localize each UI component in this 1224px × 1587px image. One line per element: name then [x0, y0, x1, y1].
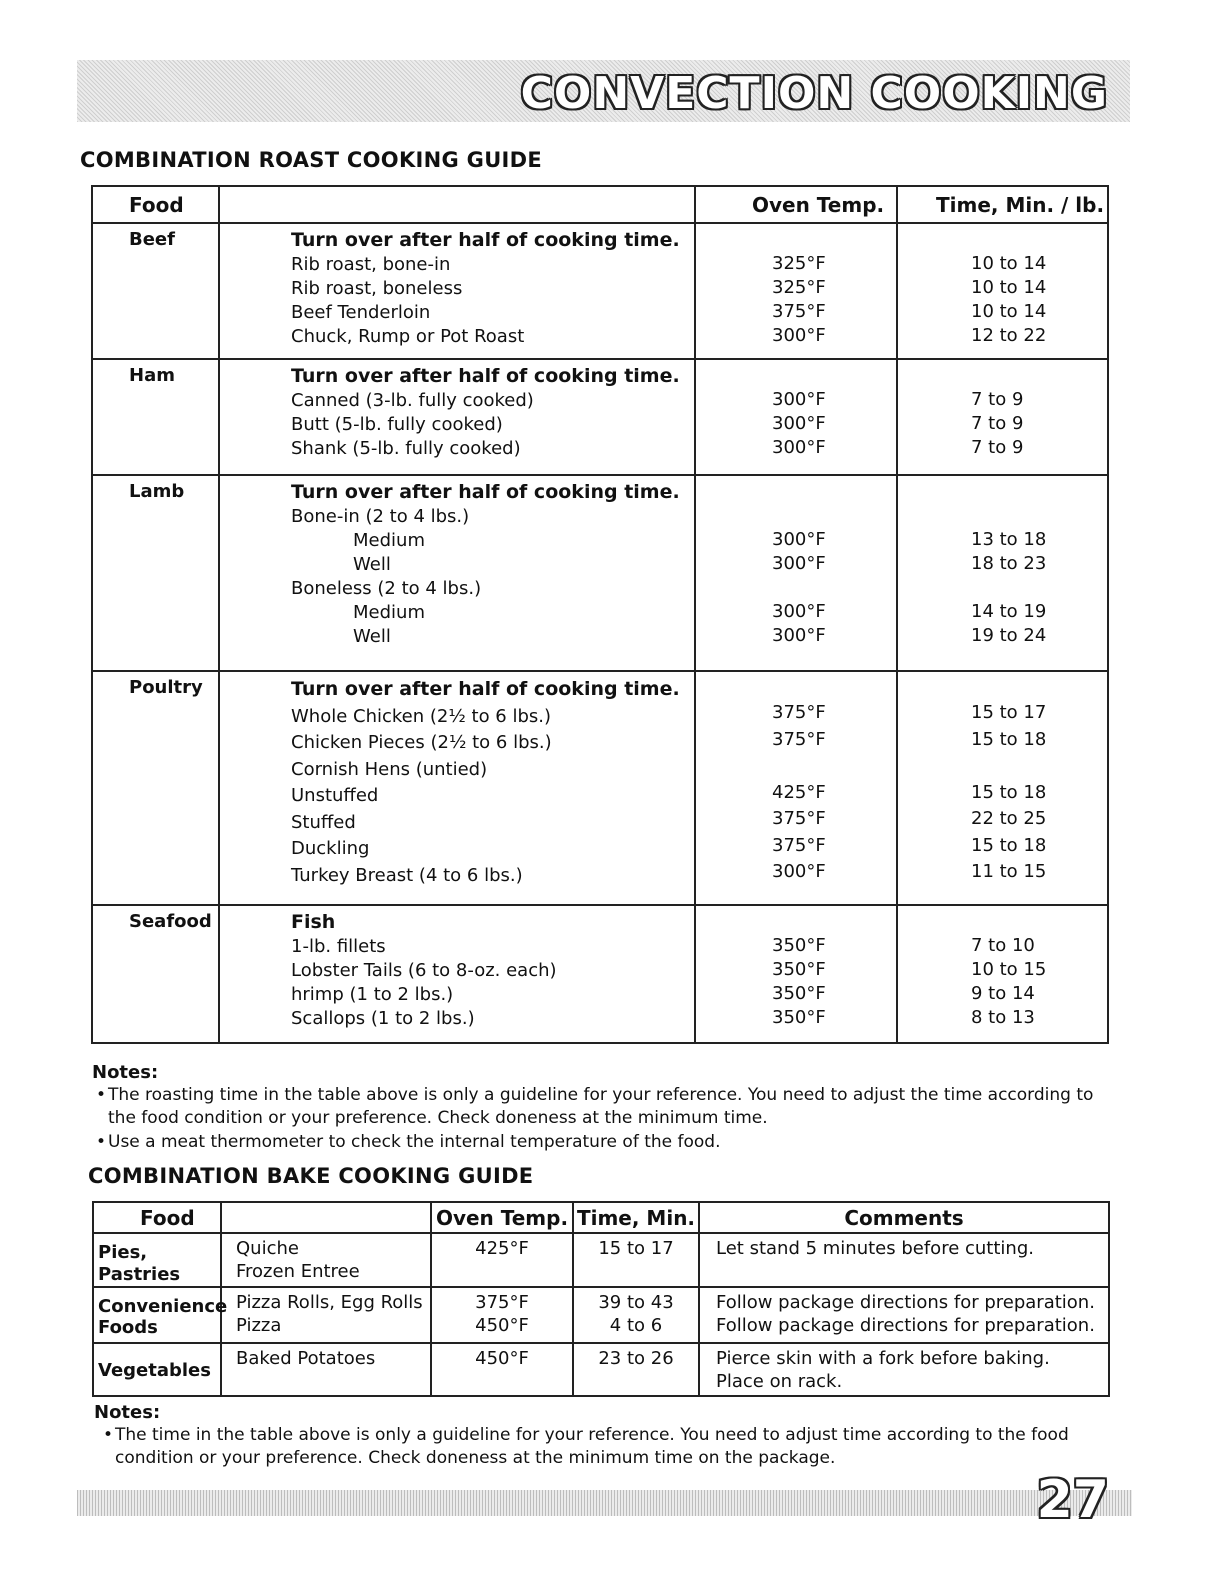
time-text: 12 to 22 [971, 325, 1047, 346]
footer-bar [77, 1490, 1132, 1516]
temp-text: 350°F [772, 983, 826, 1004]
item-text: Whole Chicken (2½ to 6 lbs.) [291, 705, 552, 727]
item-text: Pizza Rolls, Egg Rolls [236, 1292, 423, 1313]
temp-cell [695, 223, 897, 359]
bake-header-row [93, 1202, 1109, 1233]
item-text: Turkey Breast (4 to 6 lbs.) [291, 864, 523, 886]
header-banner [77, 60, 1130, 122]
item-cell [219, 359, 695, 475]
temp-text: 350°F [772, 1007, 826, 1028]
item-text: Pizza [236, 1315, 282, 1336]
item-text: Bone-in (2 to 4 lbs.) [291, 506, 470, 527]
bake-header-comments: Comments [699, 1202, 1109, 1233]
item-cell [221, 1287, 431, 1343]
roast-header-time: Time, Min. / lb. [897, 186, 1108, 223]
item-text: Medium [353, 602, 425, 623]
time-text: 22 to 25 [971, 808, 1047, 829]
time-cell [573, 1343, 699, 1396]
time-text: 10 to 14 [971, 253, 1047, 274]
roast-header-row [92, 186, 1108, 223]
temp-text [772, 753, 896, 780]
temp-text [772, 504, 896, 528]
item-cell [219, 475, 695, 671]
bake-group-convenience [93, 1287, 1109, 1343]
item-text: Frozen Entree [236, 1261, 360, 1282]
bake-note-1 [103, 1424, 1115, 1470]
item-text: Unstuffed [291, 785, 379, 806]
roast-group-seafood [92, 905, 1108, 1043]
bake-table [92, 1201, 1110, 1397]
roast-notes-title: Notes: [92, 1062, 159, 1083]
instruction-text: Turn over after half of cooking time. [291, 365, 680, 387]
time-text: 15 to 17 [971, 702, 1047, 723]
item-text: Chicken Pieces (2½ to 6 lbs.) [291, 732, 552, 753]
time-text: 15 to 18 [971, 834, 1047, 856]
time-text: 23 to 26 [598, 1348, 674, 1369]
temp-text: 300°F [772, 437, 826, 458]
time-text: 14 to 19 [971, 601, 1047, 622]
comment-text: Place on rack. [716, 1371, 843, 1392]
roast-guide-title: COMBINATION ROAST COOKING GUIDE [80, 148, 543, 172]
item-text: Baked Potatoes [236, 1348, 376, 1369]
temp-text: 325°F [772, 253, 826, 274]
roast-group-beef [92, 223, 1108, 359]
temp-text: 300°F [772, 389, 826, 410]
time-text: 10 to 15 [971, 959, 1047, 980]
item-text: hrimp (1 to 2 lbs.) [291, 984, 454, 1005]
temp-text: 300°F [772, 325, 826, 346]
temp-text: 375°F [772, 702, 826, 723]
temp-cell [431, 1287, 573, 1343]
item-text: Well [353, 626, 391, 647]
item-text: Beef Tenderloin [291, 302, 431, 323]
category-line: Vegetables [98, 1360, 211, 1381]
temp-text: 425°F [772, 781, 826, 803]
comment-text: Follow package directions for preparation. [716, 1292, 1095, 1313]
temp-text: 375°F [475, 1292, 529, 1313]
time-cell [897, 905, 1108, 1043]
comment-text: Pierce skin with a fork before baking. [716, 1348, 1050, 1369]
time-text: 8 to 13 [971, 1007, 1035, 1028]
item-text: Scallops (1 to 2 lbs.) [291, 1008, 475, 1029]
category-label [93, 1233, 221, 1287]
category-label: Lamb [92, 475, 219, 671]
temp-text: 300°F [772, 861, 826, 882]
page-title: CONVECTION COOKING [520, 68, 1108, 119]
roast-header-temp: Oven Temp. [695, 186, 897, 223]
temp-cell [695, 359, 897, 475]
bake-header-food: Food [93, 1202, 221, 1233]
time-text: 10 to 14 [971, 277, 1047, 298]
time-text: 10 to 14 [971, 301, 1047, 322]
item-text: Medium [353, 530, 425, 551]
bake-header-temp: Oven Temp. [431, 1202, 573, 1233]
bake-notes-title: Notes: [94, 1402, 161, 1423]
item-text: Chuck, Rump or Pot Roast [291, 326, 525, 347]
roast-table [91, 185, 1109, 1044]
bake-guide-title: COMBINATION BAKE COOKING GUIDE [88, 1164, 534, 1188]
category-label: Poultry [92, 671, 219, 905]
category-line: Foods [98, 1317, 158, 1338]
item-cell [219, 223, 695, 359]
comment-text: Let stand 5 minutes before cutting. [716, 1238, 1034, 1259]
temp-text [772, 576, 896, 600]
item-cell [219, 905, 695, 1043]
item-text: 1-lb. fillets [291, 936, 386, 957]
time-text: 11 to 15 [971, 861, 1047, 882]
item-text: Duckling [291, 838, 370, 859]
category-label: Ham [92, 359, 219, 475]
time-text: 9 to 14 [971, 983, 1035, 1004]
temp-text: 375°F [772, 728, 826, 750]
instruction-text: Turn over after half of cooking time. [291, 229, 680, 251]
temp-text: 375°F [772, 834, 826, 856]
time-text: 4 to 6 [609, 1315, 663, 1336]
item-cell [221, 1233, 431, 1287]
time-text [971, 504, 1107, 528]
note-text: Use a meat thermometer to check the internal temperature of the food. [108, 1132, 721, 1152]
note-text: The roasting time in the table above is only a guideline for your reference. You need to adjust the time according to the food condition or your preference. Check doneness at the minimum time. [108, 1085, 1094, 1128]
time-cell [897, 223, 1108, 359]
time-text: 15 to 17 [598, 1238, 674, 1259]
time-cell [573, 1287, 699, 1343]
item-cell [221, 1343, 431, 1396]
category-line: Convenience [98, 1296, 228, 1317]
instruction-text: Turn over after half of cooking time. [291, 678, 680, 700]
category-label [93, 1343, 221, 1396]
item-text: Canned (3-lb. fully cooked) [291, 390, 534, 411]
time-text: 7 to 10 [971, 935, 1035, 956]
category-line: Pastries [98, 1264, 181, 1285]
comment-text: Follow package directions for preparation. [716, 1315, 1095, 1336]
time-text: 15 to 18 [971, 781, 1047, 803]
bake-header-time: Time, Min. [573, 1202, 699, 1233]
temp-cell [431, 1233, 573, 1287]
roast-group-poultry [92, 671, 1108, 905]
item-text: Well [353, 554, 391, 575]
time-text: 7 to 9 [971, 413, 1024, 434]
comment-cell [699, 1287, 1109, 1343]
time-text: 7 to 9 [971, 389, 1024, 410]
roast-note-1 [96, 1084, 1118, 1130]
instruction-text: Fish [291, 911, 336, 933]
bake-group-vegetables [93, 1343, 1109, 1396]
roast-group-lamb [92, 475, 1108, 671]
item-cell [219, 671, 695, 905]
comment-cell [699, 1233, 1109, 1287]
bake-group-pies [93, 1233, 1109, 1287]
time-text: 18 to 23 [971, 553, 1047, 574]
temp-text: 350°F [772, 935, 826, 956]
time-text: 7 to 9 [971, 437, 1024, 458]
comment-cell [699, 1343, 1109, 1396]
temp-text: 375°F [772, 808, 826, 829]
roast-header-food: Food [92, 186, 219, 223]
category-label [93, 1287, 228, 1343]
category-label: Beef [92, 223, 219, 359]
time-text: 39 to 43 [598, 1292, 674, 1313]
temp-text: 425°F [475, 1238, 529, 1259]
item-text: Rib roast, boneless [291, 278, 463, 299]
time-text: 19 to 24 [971, 625, 1047, 646]
item-text: Boneless (2 to 4 lbs.) [291, 578, 482, 599]
temp-text: 325°F [772, 277, 826, 298]
temp-text: 300°F [772, 553, 826, 574]
roast-note-2 [96, 1131, 1118, 1154]
bullet-icon: • [96, 1085, 107, 1105]
time-cell [897, 475, 1108, 671]
item-text: Cornish Hens (untied) [291, 758, 488, 780]
item-text: Stuffed [291, 811, 356, 833]
time-text [971, 576, 1107, 600]
instruction-text: Turn over after half of cooking time. [291, 481, 680, 503]
temp-cell [695, 475, 897, 671]
item-text: Quiche [236, 1238, 299, 1259]
time-cell [573, 1233, 699, 1287]
temp-text: 300°F [772, 413, 826, 434]
note-text: The time in the table above is only a guideline for your reference. You need to adjust time according to the food condition or your preference. Check doneness at the minimum time on the package. [115, 1425, 1069, 1468]
time-cell [897, 359, 1108, 475]
item-text: Rib roast, bone-in [291, 254, 451, 275]
category-line: Pies, [98, 1242, 148, 1263]
temp-text: 350°F [772, 959, 826, 980]
temp-text: 300°F [772, 529, 826, 550]
temp-cell [431, 1343, 573, 1396]
time-text: 15 to 18 [971, 728, 1047, 750]
bullet-icon: • [96, 1132, 107, 1152]
temp-text: 375°F [772, 301, 826, 322]
item-text: Butt (5-lb. fully cooked) [291, 414, 503, 435]
page-number: 27 [1036, 1470, 1109, 1530]
time-text: 13 to 18 [971, 529, 1047, 550]
bullet-icon: • [103, 1425, 114, 1445]
bake-header-item [221, 1202, 431, 1233]
temp-cell [695, 671, 897, 905]
roast-group-ham [92, 359, 1108, 475]
roast-header-item [219, 186, 695, 223]
item-text: Shank (5-lb. fully cooked) [291, 438, 521, 459]
temp-text: 300°F [772, 625, 826, 646]
temp-cell [695, 905, 897, 1043]
item-text: Lobster Tails (6 to 8-oz. each) [291, 960, 557, 981]
temp-text: 450°F [475, 1315, 529, 1336]
category-label: Seafood [92, 905, 219, 1043]
temp-text: 300°F [772, 601, 826, 622]
time-cell [897, 671, 1108, 905]
time-text [971, 753, 1107, 780]
temp-text: 450°F [475, 1348, 529, 1369]
